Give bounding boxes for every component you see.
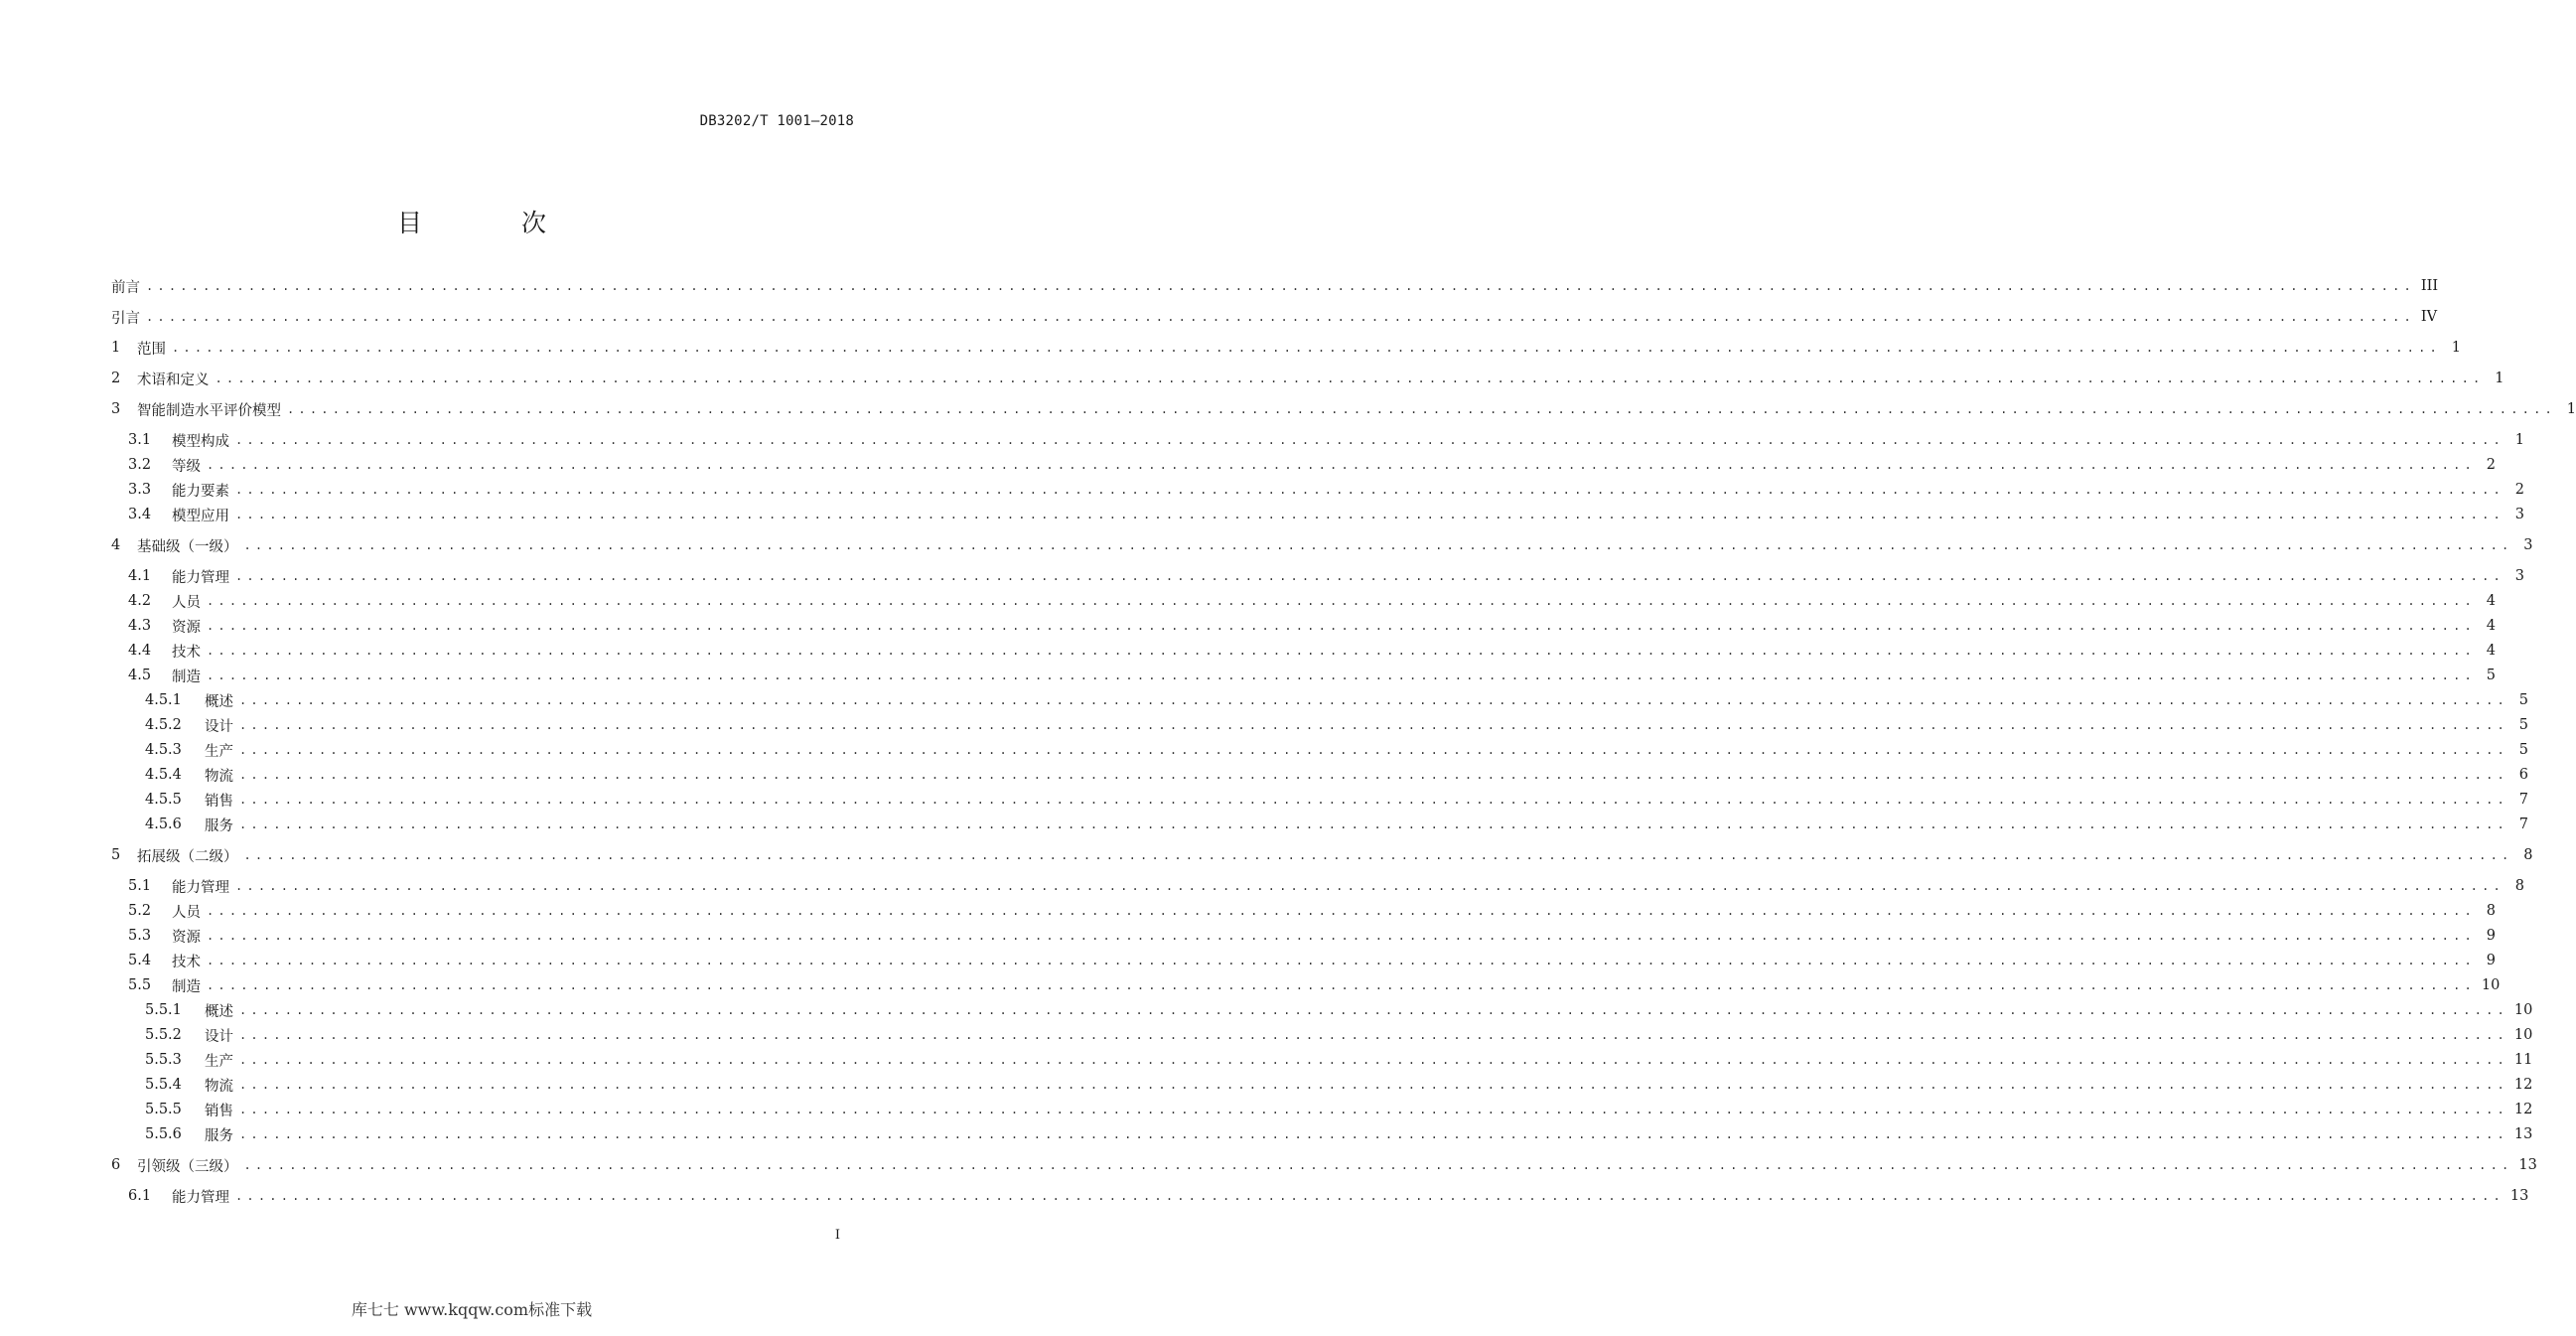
toc-entry[interactable]: [111, 275, 2439, 297]
toc-entry-number: 5.5: [128, 977, 152, 993]
toc-entry[interactable]: [111, 1185, 2529, 1207]
toc-leader-dots: ........................................................................................................................................................................................................: [207, 668, 2476, 682]
toc-entry-number: 3: [111, 401, 121, 417]
toc-entry-page: 3: [2514, 507, 2524, 522]
toc-entry-page: 12: [2513, 1102, 2533, 1117]
toc-entry-page: 3: [2523, 537, 2533, 553]
toc-entry[interactable]: [111, 1024, 2533, 1046]
toc-entry-label: 能力管理: [172, 569, 229, 586]
toc-entry-number: 4.5.4: [145, 767, 182, 783]
toc-entry-label: 模型构成: [172, 433, 229, 450]
toc-leader-dots: ........................................................................................................................................................................................................: [207, 929, 2476, 943]
toc-leader-dots: ........................................................................................................................................................................................................: [239, 1103, 2508, 1116]
toc-entry-label: 制造: [172, 668, 201, 685]
toc-leader-dots: ........................................................................................................................................................................................................: [215, 371, 2485, 385]
toc-entry-label: 能力管理: [172, 879, 229, 896]
toc-entry-number: 5.5.4: [145, 1077, 182, 1093]
toc-entry-label: 生产: [205, 743, 233, 760]
toc-entry-page: 1: [2566, 401, 2576, 417]
toc-entry-page: III: [2420, 278, 2439, 294]
toc-entry-number: 4.5.3: [145, 742, 182, 758]
toc-entry-number: 3.1: [128, 432, 152, 448]
toc-entry-label: 销售: [205, 793, 233, 810]
toc-entry[interactable]: [111, 306, 2438, 328]
toc-entry[interactable]: [111, 590, 2496, 612]
toc-entry-page: 4: [2486, 643, 2496, 659]
toc-entry-page: 12: [2513, 1077, 2533, 1093]
toc-entry-page: 2: [2514, 482, 2524, 498]
toc-leader-dots: ........................................................................................................................................................................................................: [146, 310, 2415, 324]
toc-entry-page: 8: [2514, 878, 2524, 894]
toc-entry[interactable]: [111, 900, 2496, 922]
toc-leader-dots: ........................................................................................................................................................................................................: [243, 538, 2513, 552]
toc-entry-label: 销售: [205, 1103, 233, 1119]
toc-entry-page: 5: [2518, 742, 2528, 758]
toc-entry-page: 11: [2513, 1052, 2533, 1068]
toc-entry-label: 拓展级（二级）: [137, 848, 238, 865]
toc-entry[interactable]: [111, 615, 2496, 637]
toc-entry-number: 5.5.3: [145, 1052, 182, 1068]
toc-leader-dots: ........................................................................................................................................................................................................: [235, 508, 2504, 521]
toc-entry-page: 5: [2486, 668, 2496, 683]
toc-leader-dots: ........................................................................................................................................................................................................: [239, 718, 2508, 732]
toc-leader-dots: ........................................................................................................................................................................................................: [146, 279, 2415, 293]
toc-entry[interactable]: [111, 1049, 2533, 1071]
toc-entry[interactable]: [111, 534, 2533, 556]
toc-entry-number: 4.2: [128, 593, 152, 609]
toc-entry[interactable]: [111, 1123, 2533, 1145]
toc-entry-number: 6: [111, 1157, 121, 1173]
toc-entry[interactable]: [111, 565, 2524, 587]
toc-leader-dots: ........................................................................................................................................................................................................: [172, 341, 2441, 355]
toc-entry-page: 7: [2518, 792, 2528, 808]
toc-entry-page: 4: [2486, 618, 2496, 634]
toc-entry-label: 人员: [172, 594, 201, 611]
toc-entry-page: 13: [2518, 1157, 2537, 1173]
toc-entry-page: 1: [2495, 371, 2504, 386]
toc-entry-label: 技术: [172, 954, 201, 970]
toc-entry-page: 1: [2451, 340, 2461, 356]
toc-leader-dots: ........................................................................................................................................................................................................: [207, 904, 2476, 918]
toc-entry[interactable]: [111, 999, 2533, 1021]
toc-leader-dots: ........................................................................................................................................................................................................: [207, 619, 2476, 633]
toc-entry-label: 设计: [205, 1028, 233, 1045]
toc-entry[interactable]: [111, 814, 2528, 835]
toc-leader-dots: ........................................................................................................................................................................................................: [239, 1078, 2508, 1092]
toc-entry-number: 4.5.6: [145, 816, 182, 832]
toc-entry-page: 10: [2481, 977, 2501, 993]
toc-entry[interactable]: [111, 764, 2528, 786]
toc-entry-number: 1: [111, 340, 121, 356]
toc-entry-number: 5.5.1: [145, 1002, 182, 1018]
toc-leader-dots: ........................................................................................................................................................................................................: [239, 743, 2508, 757]
toc-entry[interactable]: [111, 429, 2524, 451]
toc-entry-number: 4.5.5: [145, 792, 182, 808]
toc-entry-label: 设计: [205, 718, 233, 735]
toc-leader-dots: ........................................................................................................................................................................................................: [239, 1028, 2508, 1042]
toc-entry-label: 等级: [172, 458, 201, 475]
toc-leader-dots: ........................................................................................................................................................................................................: [235, 569, 2504, 583]
toc-entry-page: 4: [2486, 593, 2496, 609]
toc-entry-page: 6: [2518, 767, 2528, 783]
toc-entry[interactable]: [111, 479, 2524, 501]
toc-entry-page: 2: [2486, 457, 2496, 473]
toc-entry-label: 物流: [205, 768, 233, 785]
toc-entry[interactable]: [111, 1074, 2533, 1096]
toc-leader-dots: ........................................................................................................................................................................................................: [207, 458, 2476, 472]
toc-entry-number: 3.4: [128, 507, 152, 522]
toc-entry-label: 资源: [172, 929, 201, 946]
watermark-text: 库七七 www.kqqw.com标准下载: [351, 1300, 593, 1319]
toc-entry-number: 4.1: [128, 568, 152, 584]
toc-entry-page: 1: [2514, 432, 2524, 448]
toc-entry[interactable]: [111, 950, 2496, 971]
toc-entry-label: 概述: [205, 693, 233, 710]
toc-leader-dots: ........................................................................................................................................................................................................: [235, 483, 2504, 497]
toc-entry[interactable]: [111, 974, 2501, 996]
toc-entry-page: 13: [2509, 1188, 2529, 1204]
toc-leader-dots: ........................................................................................................................................................................................................: [239, 693, 2508, 707]
toc-entry-label: 前言: [111, 279, 140, 296]
toc-entry[interactable]: [111, 398, 2576, 420]
toc-entry[interactable]: [111, 875, 2524, 897]
toc-entry-label: 引领级（三级）: [137, 1158, 238, 1175]
toc-entry-number: 4.4: [128, 643, 152, 659]
toc-entry[interactable]: [111, 925, 2496, 947]
toc-entry-label: 人员: [172, 904, 201, 921]
toc-entry-label: 基础级（一级）: [137, 538, 238, 555]
toc-entry[interactable]: [111, 789, 2528, 811]
toc-leader-dots: ........................................................................................................................................................................................................: [235, 879, 2504, 893]
toc-entry-label: 物流: [205, 1078, 233, 1095]
toc-entry-page: 8: [2486, 903, 2496, 919]
toc-entry-number: 4.5.2: [145, 717, 182, 733]
toc-entry-label: 概述: [205, 1003, 233, 1020]
toc-entry-number: 3.3: [128, 482, 152, 498]
toc-entry-label: 范围: [137, 341, 166, 358]
toc-leader-dots: ........................................................................................................................................................................................................: [243, 848, 2513, 862]
toc-entry-number: 2: [111, 371, 121, 386]
toc-entry-number: 5.3: [128, 928, 152, 944]
toc-entry-page: 5: [2518, 692, 2528, 708]
toc-entry[interactable]: [111, 1154, 2537, 1176]
toc-entry-page: 3: [2514, 568, 2524, 584]
toc-entry-number: 3.2: [128, 457, 152, 473]
toc-entry-number: 5: [111, 847, 121, 863]
toc-entry[interactable]: [111, 1099, 2533, 1120]
toc-entry-label: 智能制造水平评价模型: [137, 402, 281, 419]
toc-leader-dots: ........................................................................................................................................................................................................: [207, 978, 2476, 992]
toc-entry-label: 能力管理: [172, 1189, 229, 1206]
toc-leader-dots: ........................................................................................................................................................................................................: [239, 768, 2508, 782]
toc-entry-label: 生产: [205, 1053, 233, 1070]
toc-entry-page: 7: [2518, 816, 2528, 832]
toc-entry-page: IV: [2420, 309, 2438, 325]
document-code: DB3202/T 1001—2018: [699, 113, 854, 129]
toc-entry[interactable]: [111, 640, 2496, 662]
toc-entry-number: 5.2: [128, 903, 152, 919]
toc-entry-page: 9: [2486, 953, 2496, 968]
toc-leader-dots: ........................................................................................................................................................................................................: [235, 1189, 2504, 1203]
toc-entry-number: 5.1: [128, 878, 152, 894]
toc-leader-dots: ........................................................................................................................................................................................................: [239, 793, 2508, 807]
toc-entry[interactable]: [111, 689, 2528, 711]
toc-entry-number: 5.4: [128, 953, 152, 968]
toc-entry[interactable]: [111, 368, 2504, 389]
page-title: 目 次: [397, 209, 592, 237]
toc-leader-dots: ........................................................................................................................................................................................................: [207, 954, 2476, 967]
toc-leader-dots: ........................................................................................................................................................................................................: [243, 1158, 2513, 1172]
toc-entry-number: 5.5.5: [145, 1102, 182, 1117]
toc-entry-number: 5.5.2: [145, 1027, 182, 1043]
toc-entry-label: 资源: [172, 619, 201, 636]
toc-entry[interactable]: [111, 504, 2524, 525]
toc-entry-label: 术语和定义: [137, 371, 210, 388]
toc-entry-label: 制造: [172, 978, 201, 995]
toc-leader-dots: ........................................................................................................................................................................................................: [287, 402, 2556, 416]
toc-leader-dots: ........................................................................................................................................................................................................: [235, 433, 2504, 447]
toc-entry-number: 5.5.6: [145, 1126, 182, 1142]
toc-entry-number: 4.5.1: [145, 692, 182, 708]
toc-entry-label: 服务: [205, 1127, 233, 1144]
toc-leader-dots: ........................................................................................................................................................................................................: [207, 644, 2476, 658]
toc-entry-page: 10: [2513, 1002, 2533, 1018]
toc-entry-label: 服务: [205, 817, 233, 834]
toc-leader-dots: ........................................................................................................................................................................................................: [207, 594, 2476, 608]
toc-entry-page: 5: [2518, 717, 2528, 733]
toc-leader-dots: ........................................................................................................................................................................................................: [239, 1003, 2508, 1017]
toc-entry[interactable]: [111, 454, 2496, 476]
toc-entry-label: 引言: [111, 310, 140, 327]
toc-entry-page: 9: [2486, 928, 2496, 944]
toc-entry-page: 8: [2523, 847, 2533, 863]
toc-entry-label: 能力要素: [172, 483, 229, 500]
toc-entry-number: 4.5: [128, 668, 152, 683]
toc-entry[interactable]: [111, 665, 2496, 686]
toc-entry-label: 模型应用: [172, 508, 229, 524]
toc-leader-dots: ........................................................................................................................................................................................................: [239, 817, 2508, 831]
toc-leader-dots: ........................................................................................................................................................................................................: [239, 1053, 2508, 1067]
toc-leader-dots: ........................................................................................................................................................................................................: [239, 1127, 2508, 1141]
toc-entry[interactable]: [111, 844, 2533, 866]
toc-entry[interactable]: [111, 337, 2461, 359]
toc-entry-number: 6.1: [128, 1188, 152, 1204]
toc-entry[interactable]: [111, 739, 2528, 761]
toc-entry[interactable]: [111, 714, 2528, 736]
toc-entry-page: 10: [2513, 1027, 2533, 1043]
toc-entry-number: 4.3: [128, 618, 152, 634]
toc-entry-page: 13: [2513, 1126, 2533, 1142]
page-number: I: [834, 1228, 840, 1243]
toc-entry-number: 4: [111, 537, 121, 553]
toc-entry-label: 技术: [172, 644, 201, 661]
